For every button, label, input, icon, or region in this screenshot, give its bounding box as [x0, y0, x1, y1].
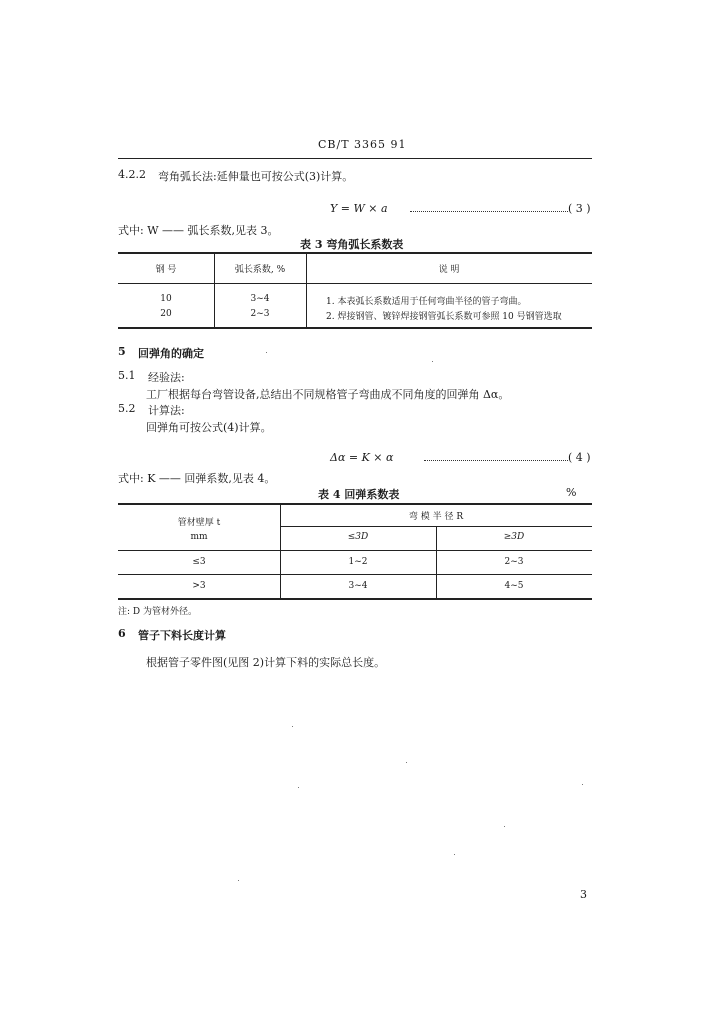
scan-speck: [238, 880, 239, 881]
section-6-title: 管子下料长度计算: [138, 629, 226, 642]
table3-bottom-rule: [118, 327, 592, 329]
scan-speck: [504, 826, 505, 827]
section-5-1-number: 5.1: [118, 369, 136, 382]
table4-caption: 表 4 回弹系数表: [318, 488, 400, 501]
table3-header-coef: 弧长系数, %: [234, 265, 286, 275]
section-5-title: 回弹角的确定: [138, 347, 204, 360]
table4-cell-thickness-1: ≤3: [192, 557, 206, 567]
table4-header-radius: 弯 模 半 径 R: [408, 512, 464, 522]
standard-id-header: CB/T 3365 91: [318, 138, 407, 151]
scan-speck: [298, 787, 299, 788]
table4-cell-v1-2: 3~4: [348, 581, 368, 591]
scan-speck: [582, 784, 583, 785]
formula-4-number: ( 4 ): [568, 451, 591, 464]
table4-subheader-ge: ≥3D: [503, 532, 525, 542]
formula-3-where: 式中: W —— 弧长系数,见表 3。: [118, 224, 279, 237]
section-5-1-title: 经验法:: [148, 371, 185, 384]
section-5-number: 5: [118, 345, 126, 358]
scan-speck: [432, 361, 433, 362]
formula-3-leader: [410, 211, 568, 212]
formula-4-where: 式中: K —— 回弹系数,见表 4。: [118, 472, 276, 485]
table4-cell-v1-1: 1~2: [348, 557, 368, 567]
scan-speck: [454, 854, 455, 855]
section-6-number: 6: [118, 627, 126, 640]
section-4-2-2-number: 4.2.2: [118, 168, 146, 181]
section-5-2-text: 回弹角可按公式(4)计算。: [146, 421, 272, 434]
table4-unit: %: [566, 486, 577, 499]
table3-note-1: 1. 本表弧长系数适用于任何弯曲半径的管子弯曲。: [326, 297, 527, 307]
table4-cell-thickness-2: >3: [192, 581, 206, 591]
table4-cell-v2-2: 4~5: [504, 581, 524, 591]
formula-3-number: ( 3 ): [568, 202, 591, 215]
scan-speck: [292, 726, 293, 727]
table3-cell-grade-1: 10: [160, 294, 172, 304]
table4-bottom-rule: [118, 598, 592, 600]
table4-row-rule: [118, 574, 592, 575]
scan-speck: [406, 762, 407, 763]
table3-note-2: 2. 焊接钢管、镀锌焊接钢管弧长系数可参照 10 号钢管选取: [326, 312, 562, 322]
table4-subheader-le: ≤3D: [347, 532, 369, 542]
section-6-text: 根据管子零件图(见图 2)计算下料的实际总长度。: [146, 656, 386, 669]
formula-4: Δα = K × α: [330, 451, 394, 464]
table3-cell-grade-2: 20: [160, 309, 172, 319]
page-number: 3: [580, 888, 587, 901]
table3-header-rule: [118, 283, 592, 284]
table3-header-grade: 钢 号: [155, 265, 177, 275]
table3-caption: 表 3 弯角弧长系数表: [300, 238, 404, 251]
table4-header-unit: mm: [190, 532, 208, 542]
table3-cell-coef-2: 2~3: [250, 309, 270, 319]
table4-note: 注: D 为管材外径。: [118, 607, 197, 617]
table3-top-rule: [118, 252, 592, 254]
table3-header-note: 说 明: [438, 265, 460, 275]
table4-cell-v2-1: 2~3: [504, 557, 524, 567]
section-5-1-text: 工厂根据每台弯管设备,总结出不同规格管子弯曲成不同角度的回弹角 Δα。: [146, 388, 510, 401]
table4-top-rule: [118, 503, 592, 505]
table3-cell-coef-1: 3~4: [250, 294, 270, 304]
section-4-2-2-text: 弯角弧长法:延伸量也可按公式(3)计算。: [158, 170, 354, 183]
section-5-2-title: 计算法:: [148, 404, 185, 417]
section-5-2-number: 5.2: [118, 402, 136, 415]
table4-header-thickness: 管材壁厚 t: [177, 518, 221, 528]
formula-3: Y = W × a: [330, 202, 388, 215]
header-rule: [118, 158, 592, 159]
scan-speck: [266, 352, 267, 353]
formula-4-leader: [424, 460, 568, 461]
table4-header-rule: [118, 550, 592, 551]
